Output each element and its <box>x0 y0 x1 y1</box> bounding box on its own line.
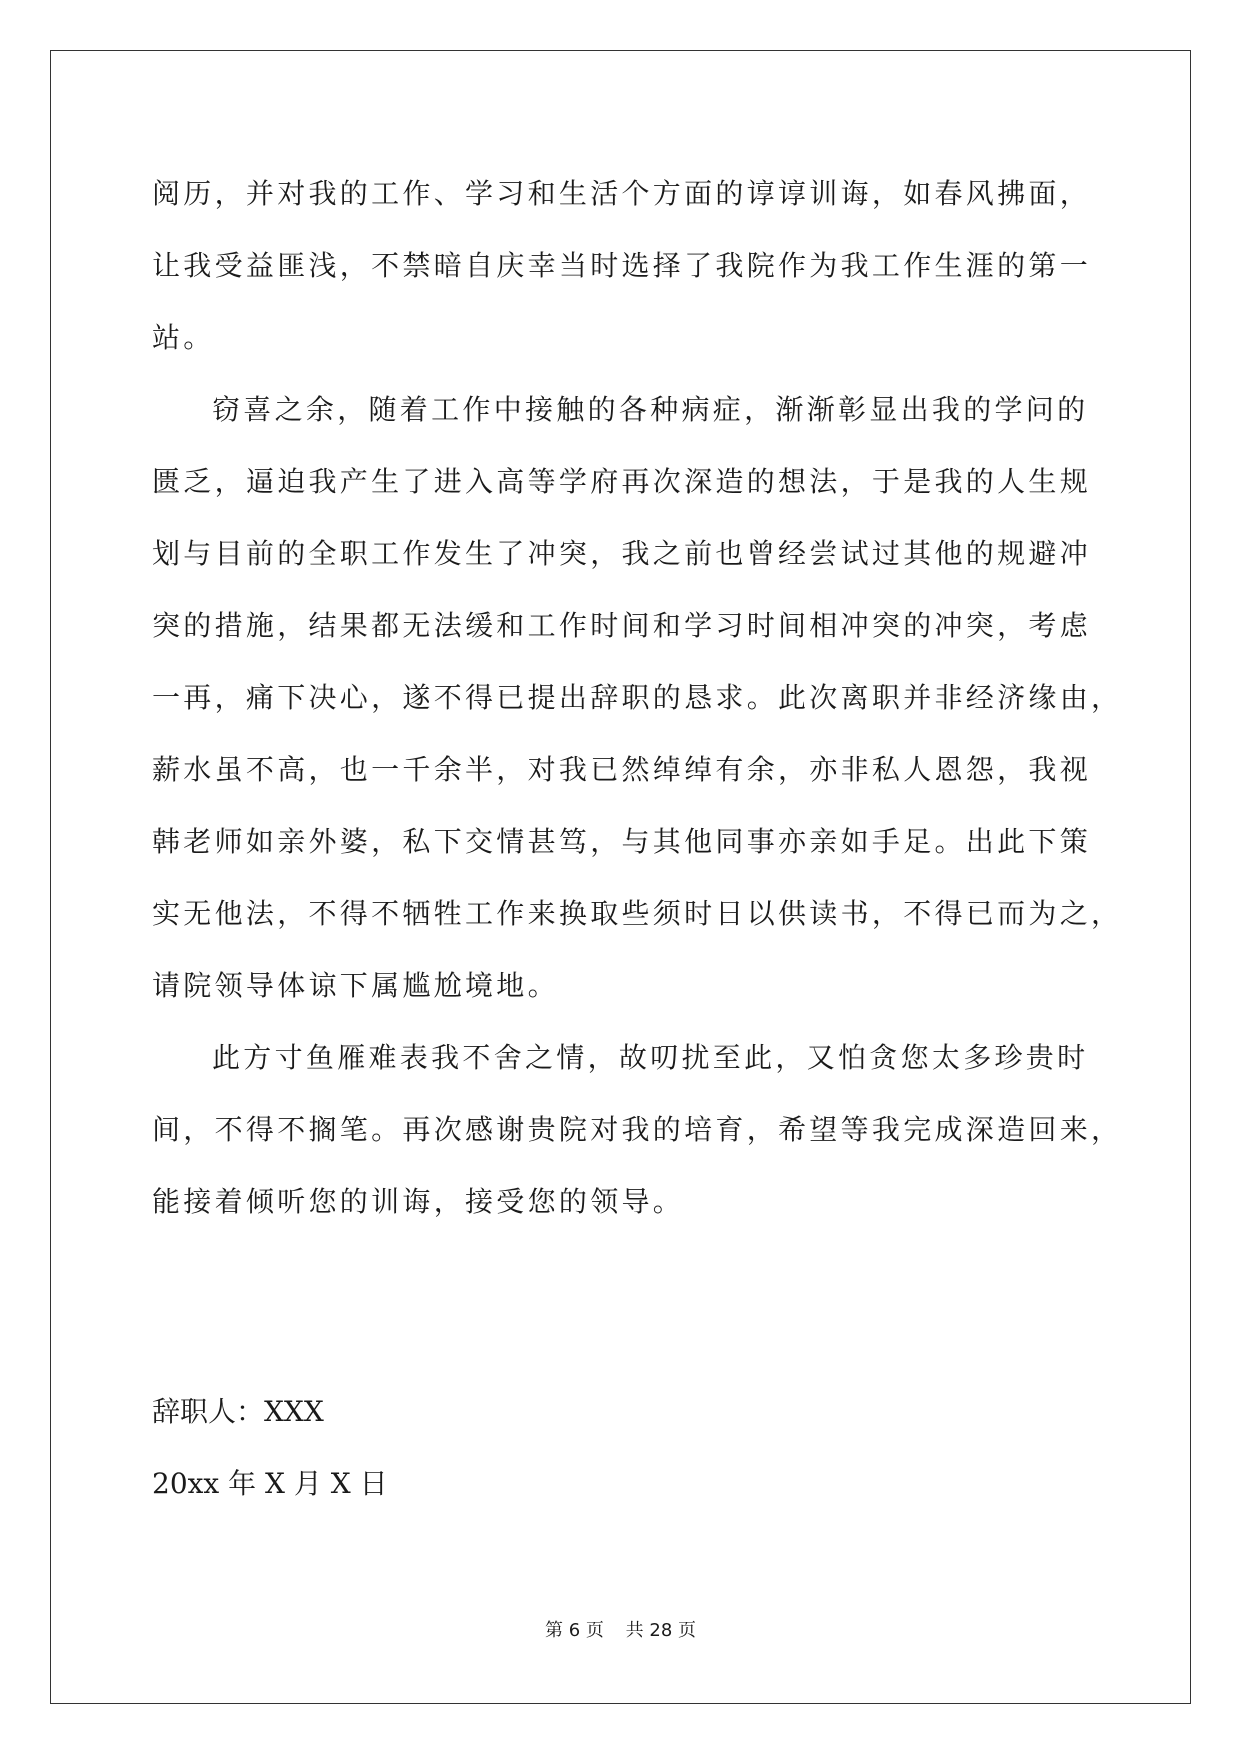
text-line: 划与目前的全职工作发生了冲突，我之前也曾经尝试过其他的规避冲 <box>152 537 1092 570</box>
text-line: 一再，痛下决心，遂不得已提出辞职的恳求。此次离职并非经济缘由， <box>152 681 1123 714</box>
text-line: 突的措施，结果都无法缓和工作时间和学习时间相冲突的冲突，考虑 <box>152 609 1092 642</box>
text-line: 请院领导体谅下属尴尬境地。 <box>152 969 559 1002</box>
signature-block <box>152 1376 388 1520</box>
text-line: 薪水虽不高，也一千余半，对我已然绰绰有余，亦非私人恩怨，我视 <box>152 753 1092 786</box>
signature-date: 20xx 年 X 月 X 日 <box>152 1467 388 1500</box>
page-footer <box>0 1616 1241 1642</box>
text-line: 阅历，并对我的工作、学习和生活个方面的谆谆训诲，如春风拂面， <box>152 177 1092 210</box>
page-number-current: 第 6 页 <box>545 1620 604 1641</box>
text-line: 实无他法，不得不牺牲工作来换取些须时日以供读书，不得已而为之， <box>152 897 1123 930</box>
paragraph-start-line: 窃喜之余，随着工作中接触的各种病症，渐渐彰显出我的学问的 <box>212 393 1089 426</box>
text-line: 站。 <box>152 321 215 354</box>
page-number-total: 共 28 页 <box>625 1620 696 1641</box>
text-line: 韩老师如亲外婆，私下交情甚笃，与其他同事亦亲如手足。出此下策 <box>152 825 1092 858</box>
text-line: 让我受益匪浅，不禁暗自庆幸当时选择了我院作为我工作生涯的第一 <box>152 249 1092 282</box>
paragraph-start-line: 此方寸鱼雁难表我不舍之情，故叨扰至此，又怕贪您太多珍贵时 <box>212 1041 1089 1074</box>
resigner-name: 辞职人：XXX <box>152 1395 324 1428</box>
text-line: 间，不得不搁笔。再次感谢贵院对我的培育，希望等我完成深造回来， <box>152 1113 1123 1146</box>
text-line: 能接着倾听您的训诲，接受您的领导。 <box>152 1185 685 1218</box>
letter-body <box>152 158 1123 1238</box>
text-line: 匮乏，逼迫我产生了进入高等学府再次深造的想法，于是我的人生规 <box>152 465 1092 498</box>
